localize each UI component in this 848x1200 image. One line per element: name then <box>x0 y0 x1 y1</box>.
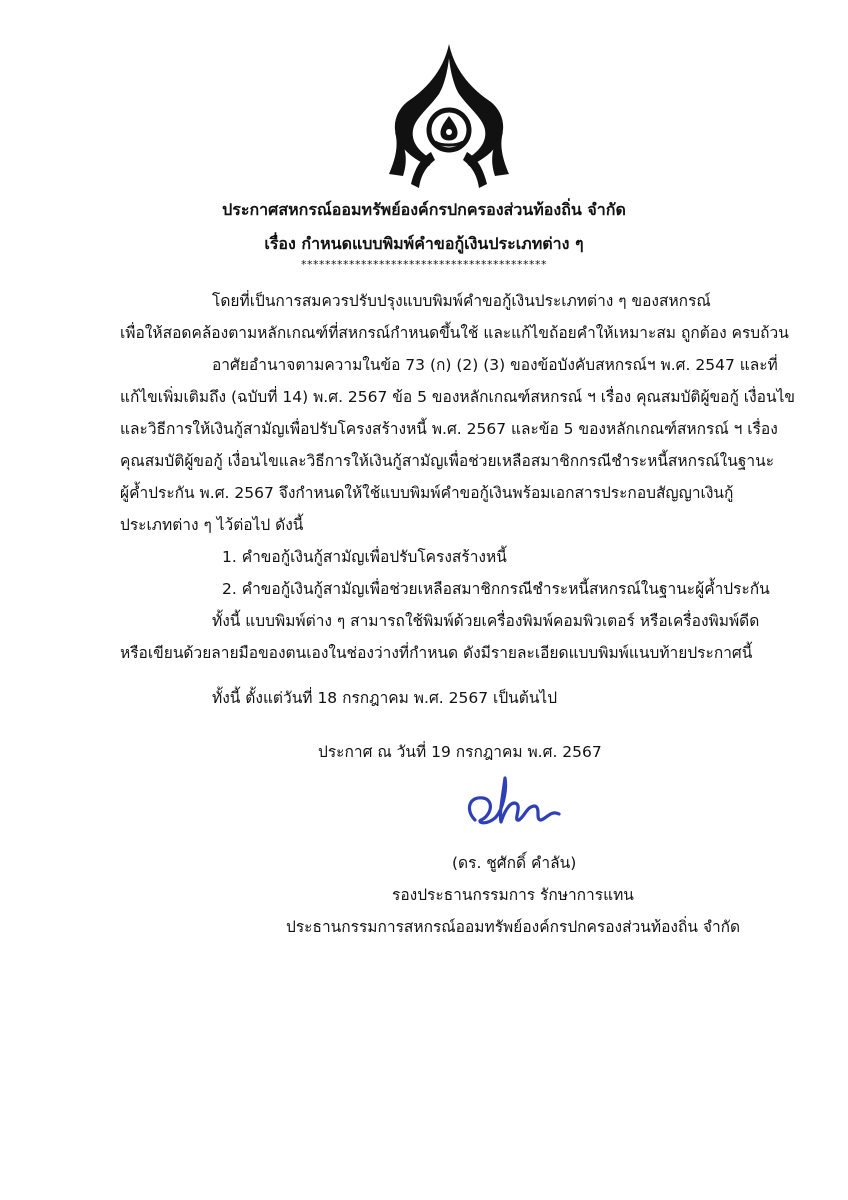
signatory-position: รองประธานกรรมการ รักษาการแทน <box>392 886 634 904</box>
list-item: 1. คำขอกู้เงินกู้สามัญเพื่อปรับโครงสร้างหนี้ <box>222 548 507 566</box>
body-line: ทั้งนี้ แบบพิมพ์ต่าง ๆ สามารถใช้พิมพ์ด้วยเครื่องพิมพ์คอมพิวเตอร์ หรือเครื่องพิมพ์ดีด <box>212 612 760 630</box>
effective-date: ทั้งนี้ ตั้งแต่วันที่ 18 กรกฎาคม พ.ศ. 2567 เป็นต้นไป <box>212 689 558 707</box>
body-line: ประเภทต่าง ๆ ไว้ต่อไป ดังนี้ <box>120 516 304 534</box>
body-line: อาศัยอำนาจตามความในข้อ 73 (ก) (2) (3) ของข้อบังคับสหกรณ์ฯ พ.ศ. 2547 และที่ <box>212 356 778 374</box>
announcement-date: ประกาศ ณ วันที่ 19 กรกฎาคม พ.ศ. 2567 <box>318 743 602 761</box>
announcement-title: ประกาศสหกรณ์ออมทรัพย์องค์กรปกครองส่วนท้องถิ่น จำกัด <box>222 200 626 219</box>
list-item: 2. คำขอกู้เงินกู้สามัญเพื่อช่วยเหลือสมาชิกกรณีชำระหนี้สหกรณ์ในฐานะผู้ค้ำประกัน <box>222 580 770 598</box>
signatory-organization: ประธานกรรมการสหกรณ์ออมทรัพย์องค์กรปกครองส่วนท้องถิ่น จำกัด <box>286 918 741 936</box>
separator-line: ***************************************** <box>301 258 547 271</box>
body-line: เพื่อให้สอดคล้องตามหลักเกณฑ์ที่สหกรณ์กำหนดขึ้นใช้ และแก้ไขถ้อยคำให้เหมาะสม ถูกต้อง ครบถ้วน <box>120 324 789 342</box>
body-line: แก้ไขเพิ่มเติมถึง (ฉบับที่ 14) พ.ศ. 2567 ข้อ 5 ของหลักเกณฑ์สหกรณ์ ฯ เรื่อง คุณสมบัติผู้ขอกู้ เงื่อนไข <box>120 388 795 406</box>
handwritten-signature <box>455 770 565 842</box>
announcement-subject: เรื่อง กำหนดแบบพิมพ์คำขอกู้เงินประเภทต่าง ๆ <box>264 234 584 253</box>
cooperative-logo <box>385 42 513 190</box>
body-line: โดยที่เป็นการสมควรปรับปรุงแบบพิมพ์คำขอกู้เงินประเภทต่าง ๆ ของสหกรณ์ <box>212 292 711 310</box>
signatory-name: (ดร. ชูศักดิ์ คำลัน) <box>452 854 577 872</box>
body-line: และวิธีการให้เงินกู้สามัญเพื่อปรับโครงสร้างหนี้ พ.ศ. 2567 และข้อ 5 ของหลักเกณฑ์สหกรณ์ ฯ เรื่อง <box>120 420 778 438</box>
body-line: คุณสมบัติผู้ขอกู้ เงื่อนไขและวิธีการให้เงินกู้สามัญเพื่อช่วยเหลือสมาชิกกรณีชำระหนี้สหกรณ์ในฐานะ <box>120 452 775 470</box>
body-line: หรือเขียนด้วยลายมือของตนเองในช่องว่างที่กำหนด ดังมีรายละเอียดแบบพิมพ์แนบท้ายประกาศนี้ <box>120 644 753 662</box>
body-line: ผู้ค้ำประกัน พ.ศ. 2567 จึงกำหนดให้ใช้แบบพิมพ์คำขอกู้เงินพร้อมเอกสารประกอบสัญญาเงินกู้ <box>120 484 734 502</box>
